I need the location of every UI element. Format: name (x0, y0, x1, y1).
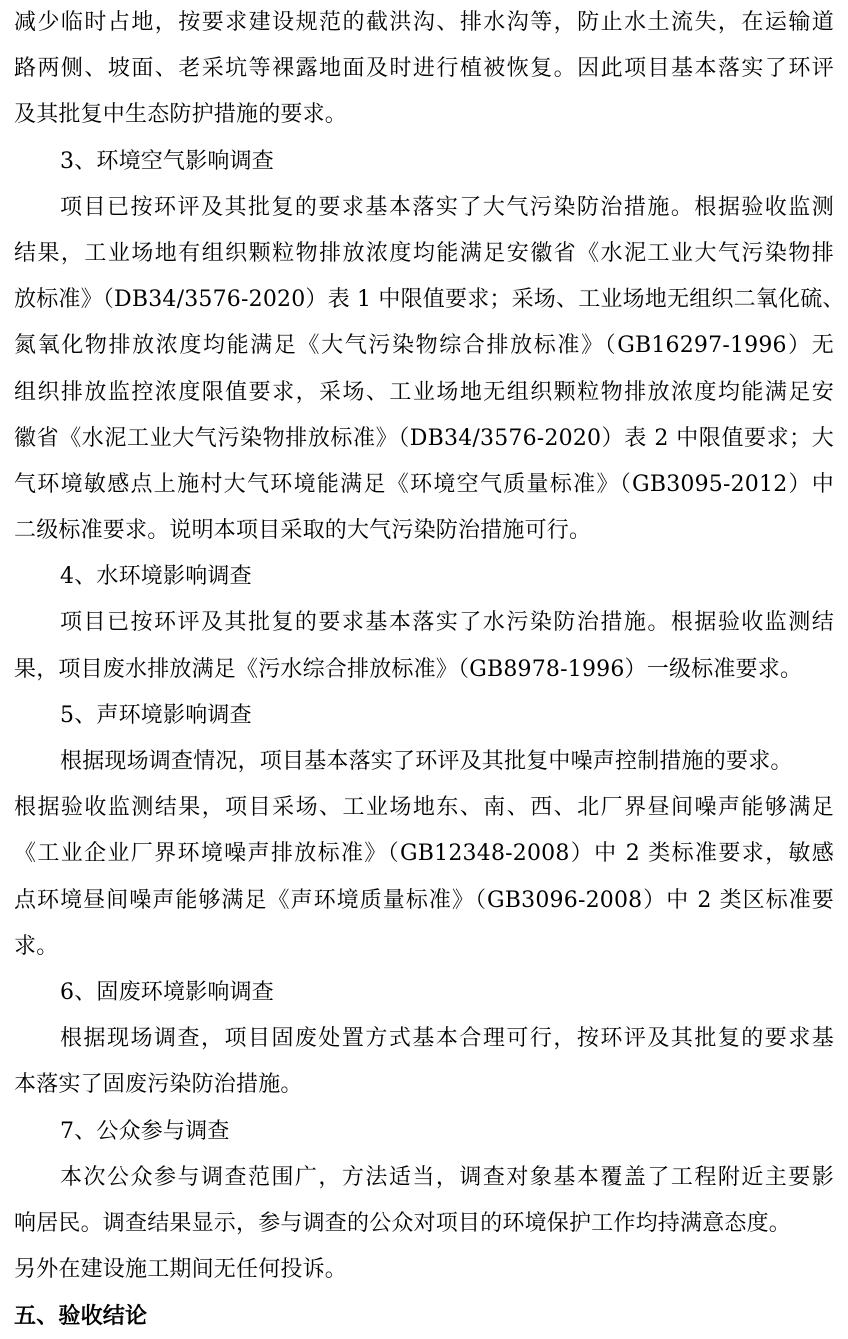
body-text-line: 根据现场调查情况，项目基本落实了环评及其批复中噪声控制措施的要求。 (60, 749, 793, 774)
body-text-line: 项目已按环评及其批复的要求基本落实了水污染防治措施。根据验收监测结 (60, 610, 834, 636)
section-heading-air: 3、环境空气影响调查 (60, 148, 274, 174)
body-text-line: 氮氧化物排放浓度均能满足《大气污染物综合排放标准》（GB16297-1996）无 (14, 333, 834, 359)
body-text-line: 点环境昼间噪声能够满足《声环境质量标准》（GB3096-2008）中 2 类区标准要 (14, 887, 834, 913)
section-heading-public-participation: 7、公众参与调查 (60, 1118, 230, 1144)
body-text-line: 《工业企业厂界环境噪声排放标准》（GB12348-2008）中 2 类标准要求，敏感 (14, 841, 834, 867)
body-text-line: 项目已按环评及其批复的要求基本落实了大气污染防治措施。根据验收监测 (60, 194, 834, 220)
body-text-line: 本落实了固废污染防治措施。 (14, 1072, 303, 1098)
body-text-line: 本次公众参与调查范围广，方法适当，调查对象基本覆盖了工程附近主要影 (60, 1164, 834, 1190)
document-page (14, 0, 845, 1339)
body-text-line: 气环境敏感点上施村大气环境能满足《环境空气质量标准》（GB3095-2012）中 (14, 471, 834, 497)
body-text-line: 根据现场调查，项目固废处置方式基本合理可行，按环评及其批复的要求基 (60, 1026, 834, 1052)
body-text-line: 另外在建设施工期间无任何投诉。 (14, 1257, 348, 1283)
body-text-line: 减少临时占地，按要求建设规范的截洪沟、排水沟等，防止水土流失，在运输道 (14, 10, 834, 35)
body-text-line: 路两侧、坡面、老采坑等裸露地面及时进行植被恢复。因此项目基本落实了环评 (14, 56, 834, 82)
body-text-line: 组织排放监控浓度限值要求，采场、工业场地无组织颗粒物排放浓度均能满足安 (14, 379, 834, 405)
body-text-line: 二级标准要求。说明本项目采取的大气污染防治措施可行。 (14, 518, 592, 544)
body-text-line: 放标准》（DB34/3576-2020）表 1 中限值要求；采场、工业场地无组织二氧化硫、 (14, 287, 845, 313)
body-text-line: 根据验收监测结果，项目采场、工业场地东、南、西、北厂界昼间噪声能够满足 (14, 795, 834, 821)
body-text-line: 徽省《水泥工业大气污染物排放标准》（DB34/3576-2020）表 2 中限值要求；大 (14, 425, 834, 451)
section-heading-water: 4、水环境影响调查 (60, 564, 252, 590)
body-text-line: 结果，工业场地有组织颗粒物排放浓度均能满足安徽省《水泥工业大气污染物排 (14, 240, 834, 266)
body-text-line: 响居民。调查结果显示，参与调查的公众对项目的环境保护工作均持满意态度。 (14, 1210, 792, 1236)
body-text-line: 及其批复中生态防护措施的要求。 (14, 102, 348, 128)
body-text-line: 果，项目废水排放满足《污水综合排放标准》（GB8978-1996）一级标准要求。 (14, 656, 803, 682)
chapter-heading-conclusion: 五、验收结论 (14, 1303, 148, 1330)
body-text-line: 求。 (14, 933, 59, 959)
section-heading-solid-waste: 6、固废环境影响调查 (60, 979, 274, 1005)
section-heading-noise: 5、声环境影响调查 (60, 702, 252, 728)
